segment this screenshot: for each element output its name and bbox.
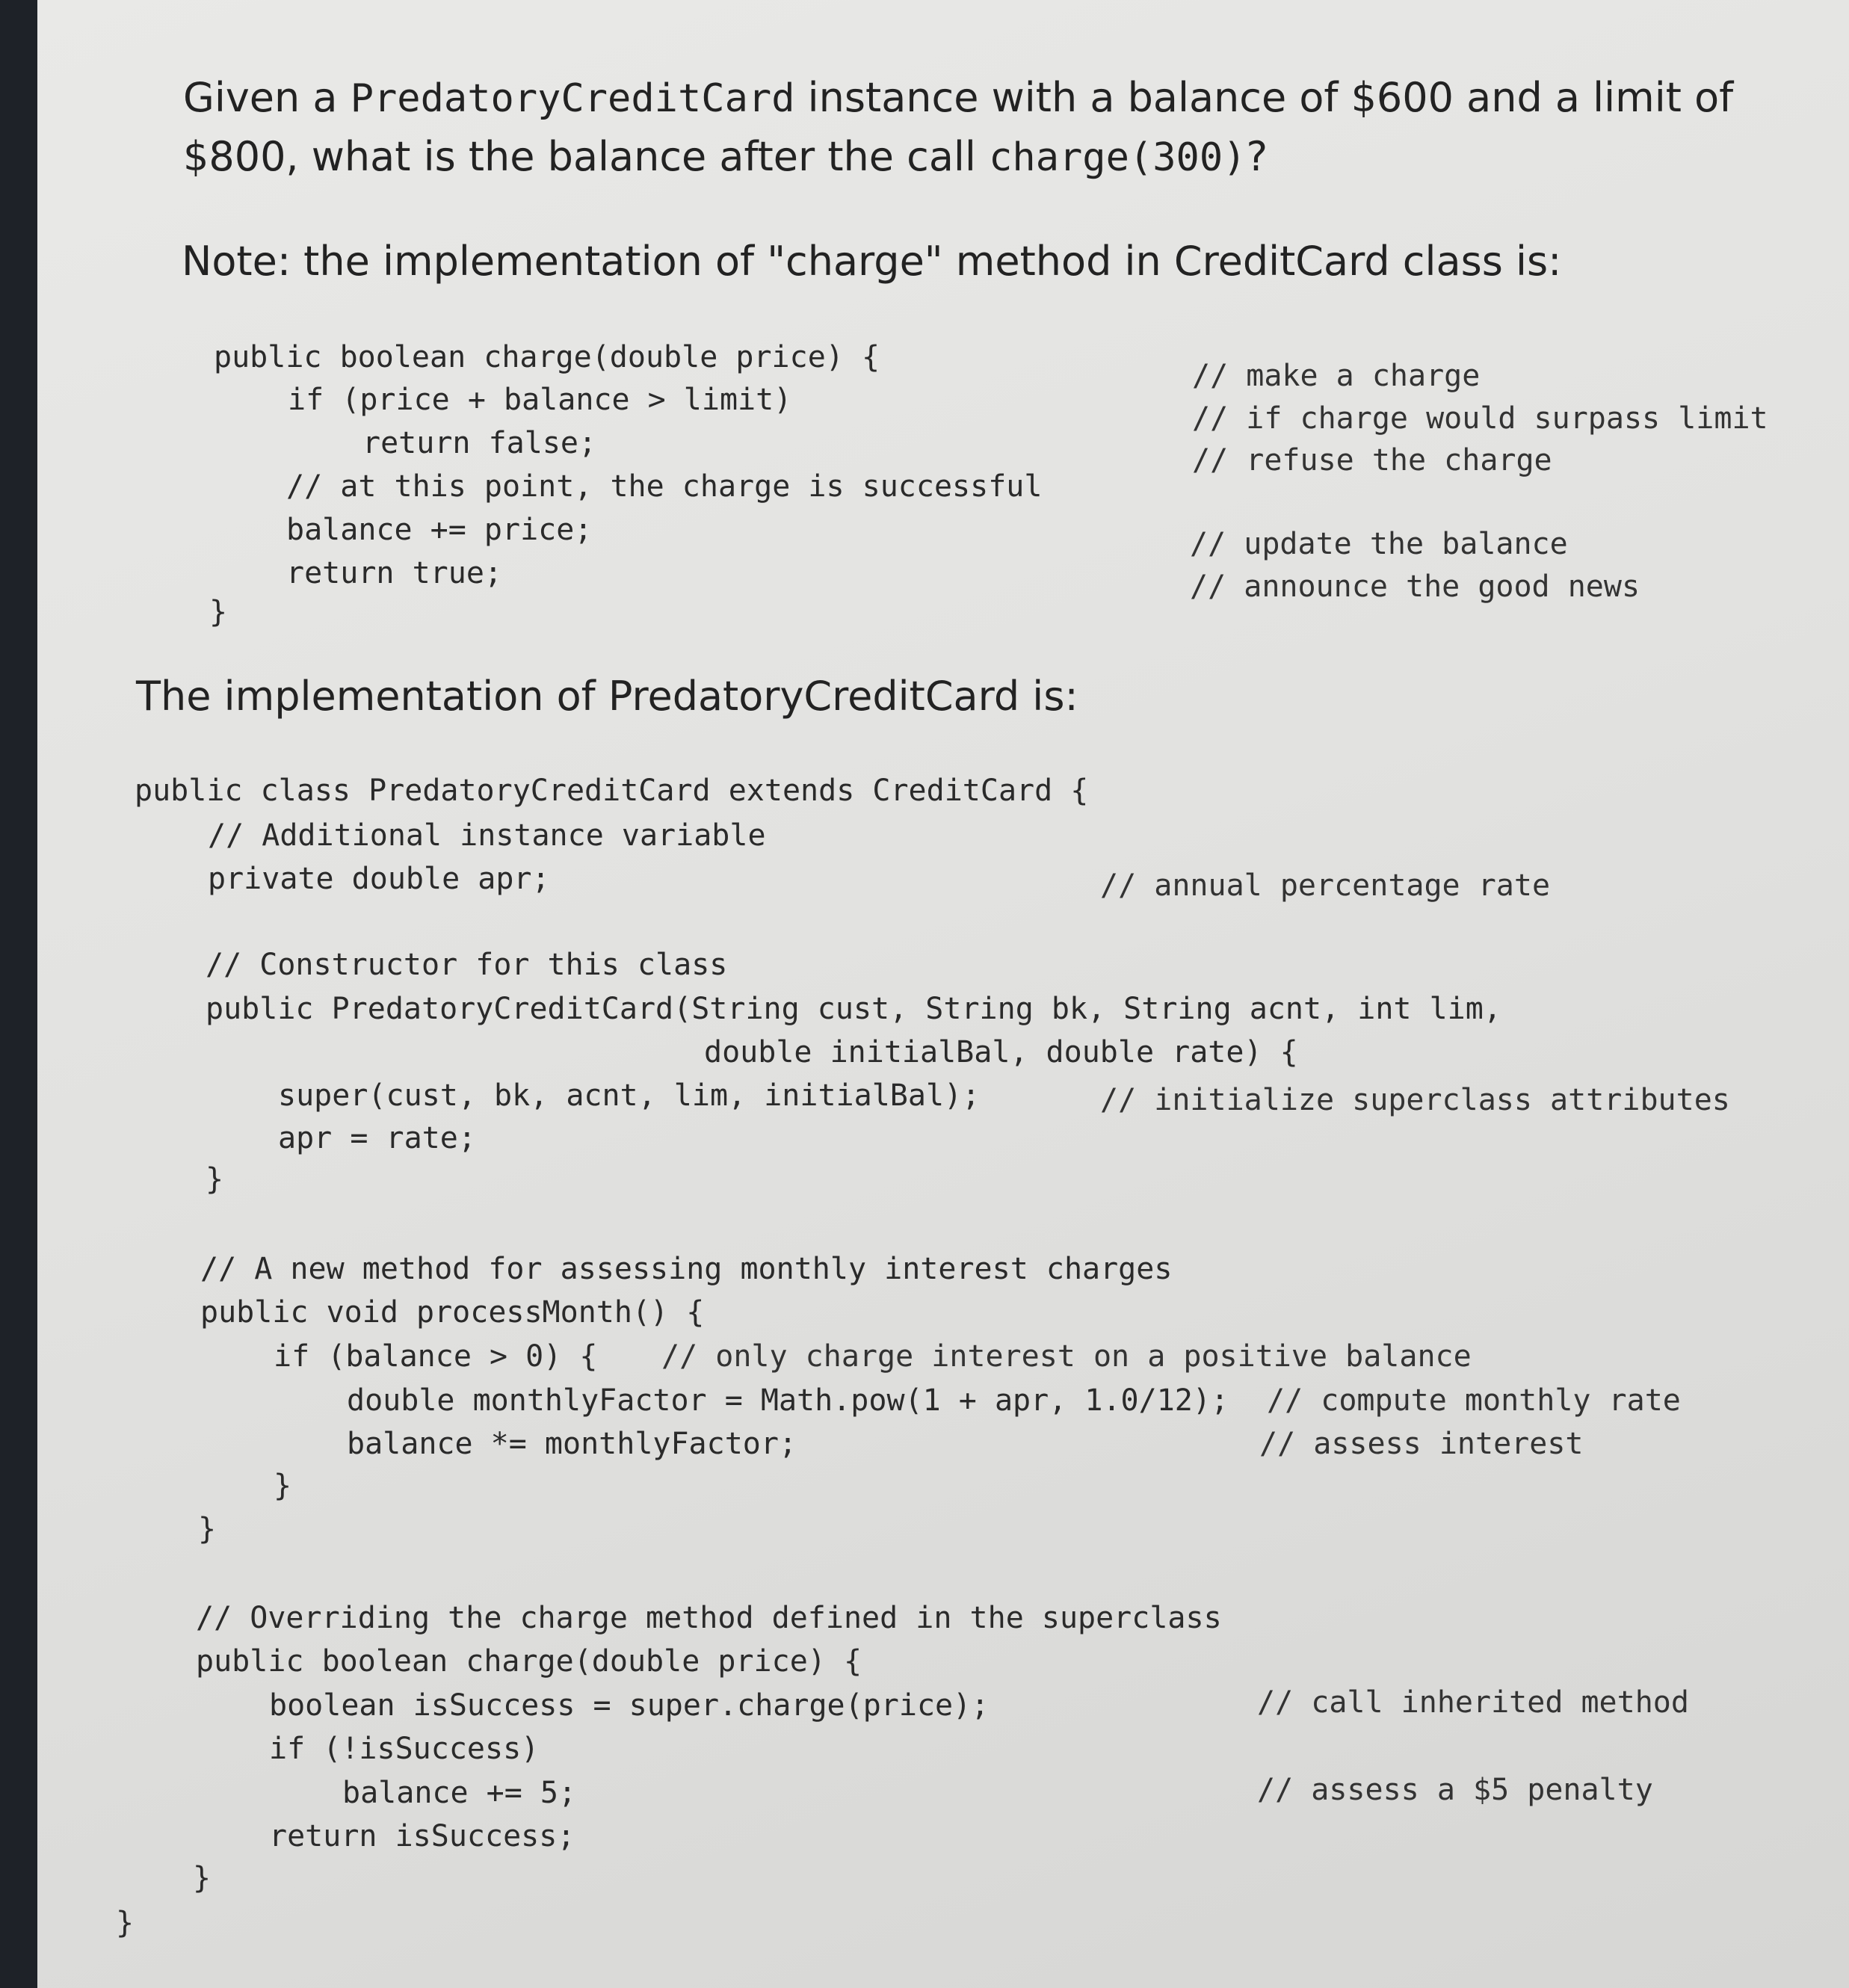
code-comment: // assess a $5 penalty bbox=[1257, 1773, 1653, 1807]
code-line: balance += price; bbox=[286, 513, 593, 547]
code-line: if (!isSuccess) bbox=[269, 1732, 540, 1766]
code-line: balance += 5; bbox=[342, 1776, 577, 1810]
code-line: // Additional instance variable bbox=[208, 818, 766, 853]
code-line: // Overriding the charge method defined in the superclass bbox=[196, 1601, 1222, 1635]
code-comment: // if charge would surpass limit bbox=[1192, 401, 1768, 436]
code-comment: // compute monthly rate bbox=[1267, 1383, 1681, 1418]
code-comment: // annual percentage rate bbox=[1100, 868, 1551, 903]
code-line: } bbox=[209, 595, 228, 629]
code-comment: // only charge interest on a positive balance bbox=[661, 1339, 1472, 1374]
question-part3: ? bbox=[1246, 133, 1268, 180]
code-line: boolean isSuccess = super.charge(price); bbox=[269, 1688, 990, 1723]
code-line: // A new method for assessing monthly interest charges bbox=[200, 1252, 1173, 1286]
code-line: balance *= monthlyFactor; bbox=[347, 1427, 797, 1461]
implementation-heading: The implementation of PredatoryCreditCard is: bbox=[136, 673, 1078, 720]
code-line: // Constructor for this class bbox=[206, 948, 728, 982]
question-part1: Given a bbox=[183, 74, 351, 121]
code-line: apr = rate; bbox=[278, 1121, 476, 1155]
code-comment: // initialize superclass attributes bbox=[1100, 1083, 1730, 1117]
document-page bbox=[37, 0, 1849, 1988]
code-comment: // make a charge bbox=[1192, 359, 1481, 393]
code-line: if (balance > 0) { bbox=[274, 1339, 598, 1374]
code-line: public class PredatoryCreditCard extends CreditCard { bbox=[135, 774, 1089, 808]
code-line: double monthlyFactor = Math.pow(1 + apr, 1.0/12); bbox=[347, 1383, 1229, 1418]
code-line: } bbox=[198, 1512, 217, 1546]
code-line: return true; bbox=[286, 556, 502, 590]
code-comment: // update the balance bbox=[1190, 527, 1568, 561]
code-line: public PredatoryCreditCard(String cust, String bk, String acnt, int lim, bbox=[206, 992, 1501, 1026]
code-line: } bbox=[193, 1861, 212, 1895]
code-comment: // announce the good news bbox=[1190, 569, 1640, 604]
code-line: } bbox=[274, 1469, 292, 1503]
question-part2: instance with a balance of $600 and a limit of $800, what is the balance after the call bbox=[183, 74, 1734, 180]
code-line: public boolean charge(double price) { bbox=[196, 1644, 862, 1679]
code-comment: // refuse the charge bbox=[1192, 443, 1552, 478]
code-line: } bbox=[206, 1162, 224, 1197]
code-line: if (price + balance > limit) bbox=[288, 383, 792, 417]
code-line: super(cust, bk, acnt, lim, initialBal); bbox=[278, 1078, 981, 1113]
code-comment: // call inherited method bbox=[1257, 1685, 1689, 1720]
note-heading: Note: the implementation of "charge" method in CreditCard class is: bbox=[182, 238, 1562, 285]
question-call: charge(300) bbox=[989, 135, 1247, 180]
code-line: } bbox=[116, 1906, 135, 1940]
code-line: // at this point, the charge is successful bbox=[286, 469, 1043, 504]
code-line: private double apr; bbox=[208, 862, 550, 896]
question-class-name: PredatoryCreditCard bbox=[350, 76, 795, 121]
code-line: public void processMonth() { bbox=[200, 1295, 705, 1330]
question-text bbox=[183, 69, 1753, 187]
code-comment: // assess interest bbox=[1259, 1427, 1584, 1461]
code-line: public boolean charge(double price) { bbox=[214, 340, 880, 374]
code-line: return isSuccess; bbox=[269, 1819, 575, 1853]
code-line: double initialBal, double rate) { bbox=[704, 1035, 1298, 1069]
code-line: return false; bbox=[362, 426, 597, 460]
